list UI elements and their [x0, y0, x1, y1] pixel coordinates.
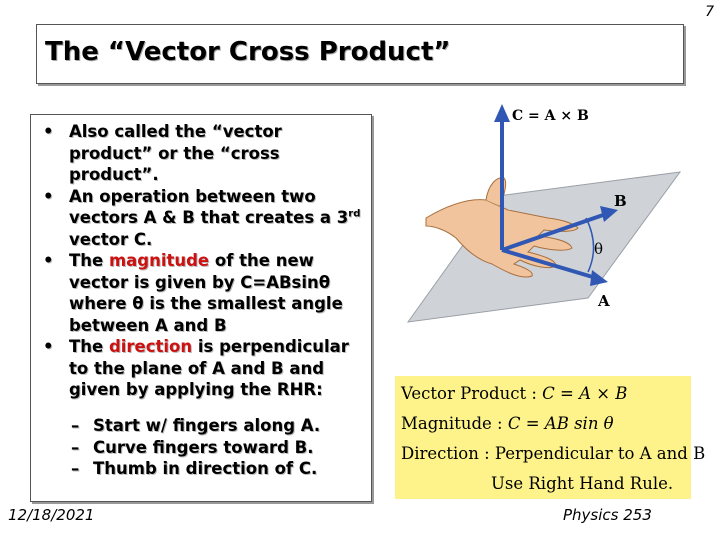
bullet-item: [39, 186, 369, 251]
bullet-item: [39, 250, 369, 336]
page-number: 7: [705, 4, 714, 20]
formula-rhr: Use Right Hand Rule.: [491, 474, 674, 493]
bullet-text: The: [69, 337, 109, 356]
formula-equation: C = A × B: [542, 384, 628, 403]
sub-bullet-text: Start w/ fingers along A.: [93, 416, 321, 435]
sub-bullet-item: [39, 415, 369, 437]
bullet-text: is perpendicular to the plane of A and B and given by applying the RHR:: [69, 337, 349, 399]
sub-bullet-item: [39, 458, 369, 480]
label-a: A: [598, 292, 610, 310]
formula-summary-box: [395, 376, 706, 499]
highlight-magnitude: magnitude: [108, 251, 210, 270]
bullet-panel: [30, 114, 372, 502]
footer-course: Physics 253: [563, 506, 652, 524]
dash-icon: –: [71, 459, 80, 478]
superscript: rd: [348, 208, 361, 220]
sub-bullet-item: [39, 437, 369, 459]
slide-title: The “Vector Cross Product”: [45, 37, 451, 67]
bullet-text: of the new vector is given by C=ABsinθ where θ is the smallest angle between A and B: [69, 251, 343, 335]
bullet-text: An operation between two vectors A & B that creates a 3: [69, 186, 349, 227]
sub-bullet-text: Thumb in direction of C.: [93, 459, 318, 478]
label-theta: θ: [594, 240, 604, 258]
vector-c-arrowhead: [494, 104, 510, 122]
label-b: B: [614, 192, 627, 210]
bullet-text: Also called the “vector product” or the “cross product”.: [69, 122, 282, 184]
highlight-direction: direction: [108, 337, 193, 356]
right-hand-rule-figure: [388, 100, 688, 362]
bullet-list: [39, 121, 369, 401]
bullet-text: vector C.: [69, 229, 153, 249]
bullet-text: The: [69, 251, 109, 270]
bullet-item: [39, 336, 369, 401]
sub-bullet-text: Curve fingers toward B.: [93, 437, 314, 457]
formula-magnitude: [401, 414, 614, 433]
formula-label: Magnitude :: [401, 414, 508, 433]
label-c: C = A × B: [512, 108, 589, 124]
dash-icon: –: [71, 416, 80, 435]
formula-label: Vector Product :: [401, 384, 543, 403]
bullet-dot-icon: •: [43, 122, 54, 141]
bullet-item: [39, 121, 369, 186]
formula-direction: Direction : Perpendicular to A and B: [401, 444, 706, 463]
bullet-dot-icon: •: [43, 186, 54, 206]
title-frame: [36, 24, 684, 84]
bullet-dot-icon: •: [43, 251, 54, 270]
bullet-dot-icon: •: [43, 337, 54, 356]
formula-equation: C = AB sin θ: [507, 414, 614, 433]
sub-bullet-list: [39, 415, 369, 480]
dash-icon: –: [71, 437, 80, 457]
footer-date: 12/18/2021: [8, 506, 95, 524]
formula-vector-product: [401, 384, 627, 403]
